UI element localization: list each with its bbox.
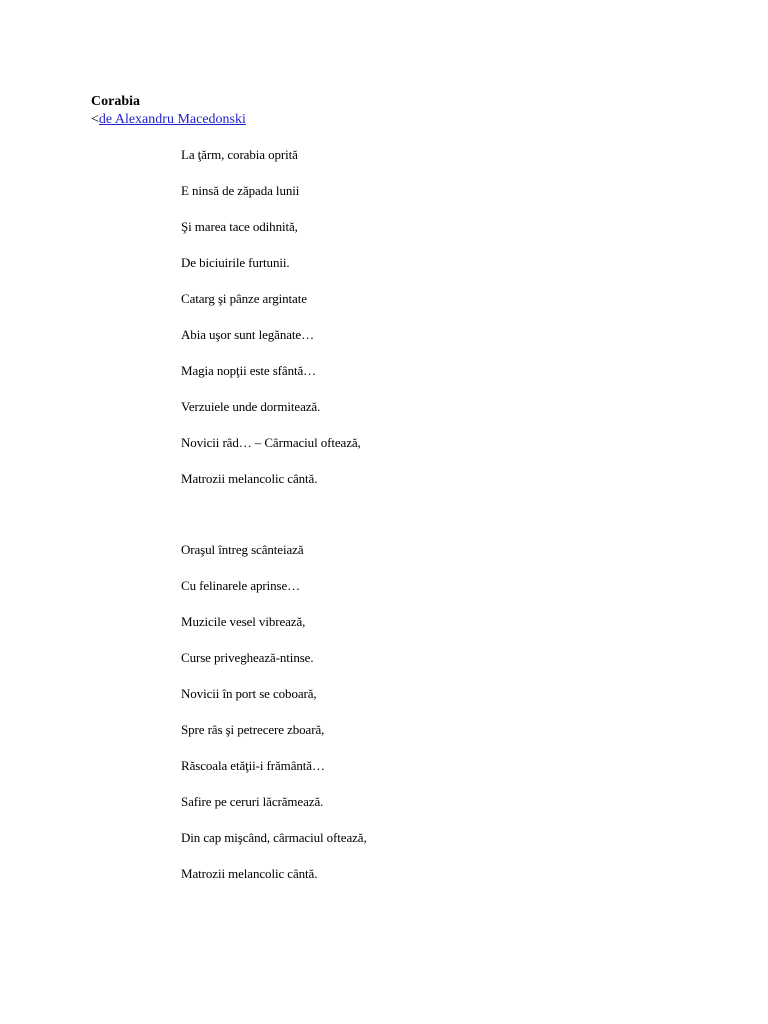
verse-line: De biciuirile furtunii. (181, 255, 290, 270)
verse-line: Din cap mişcând, cârmaciul oftează, (181, 830, 367, 845)
verse-line: La ţărm, corabia oprită (181, 147, 298, 162)
verse-line: E ninsă de zăpada lunii (181, 183, 300, 198)
verse-line: Safire pe ceruri lăcrămează. (181, 794, 324, 809)
verse-line: Magia nopţii este sfântă… (181, 363, 317, 378)
poem-title: Corabia (91, 94, 140, 109)
verse-line: Cu felinarele aprinse… (181, 578, 301, 593)
verse-line: Şi marea tace odihnită, (181, 219, 298, 234)
verse-line: Novicii în port se coboară, (181, 686, 317, 701)
verse-line: Matrozii melancolic cântă. (181, 866, 318, 881)
verse-line: Răscoala etăţii-i frământă… (181, 758, 325, 773)
verse-line: Oraşul întreg scânteiază (181, 542, 304, 557)
verse-line: Curse priveghează-ntinse. (181, 650, 314, 665)
verse-line: Abia uşor sunt legănate… (181, 327, 314, 342)
verse-line: Novicii râd… – Cârmaciul oftează, (181, 435, 361, 450)
verse-line: Muzicile vesel vibrează, (181, 614, 306, 629)
verse-line: Catarg şi pânze argintate (181, 291, 307, 306)
byline-prefix: < (91, 112, 99, 127)
author-link[interactable]: de Alexandru Macedonski (98, 112, 246, 127)
verse-line: Matrozii melancolic cântă. (181, 471, 318, 486)
verse-line: Verzuiele unde dormitează. (181, 399, 321, 414)
byline (91, 111, 246, 128)
verse-line: Spre râs şi petrecere zboară, (181, 722, 325, 737)
